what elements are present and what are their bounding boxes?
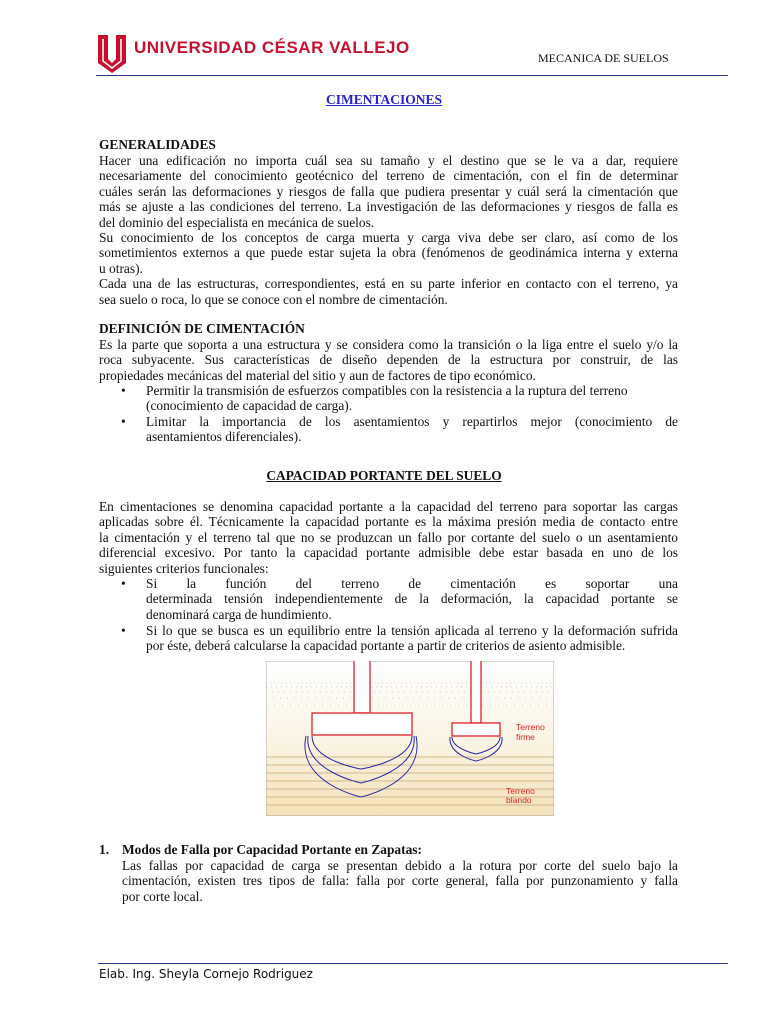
page-title: CIMENTACIONES <box>325 92 442 107</box>
footer-divider <box>98 963 728 964</box>
paragraph-line: del dominio del especialista en mecánica de suelos. <box>99 214 375 230</box>
bullet-marker: • <box>121 576 126 591</box>
bullet-line: Si la función del terreno de cimentación es soportar una <box>146 576 678 591</box>
paragraph-line: En cimentaciones se denomina capacidad portante a la capacidad del terreno para soportar las cargas <box>99 499 678 514</box>
generalidades-heading: GENERALIDADES <box>99 137 216 152</box>
bullet-item <box>146 414 678 445</box>
bullet-line: Si lo que se busca es un equilibrio entre la tensión aplicada al terreno y la deformación sufrida <box>146 623 678 638</box>
bullet-line: determinada tensión independientemente de la deformación, la capacidad portante se <box>146 591 678 607</box>
paragraph-line: u otras). <box>99 260 143 276</box>
paragraph-line: cuáles serán las deformaciones y riesgos de falla que pudiera presentar y cuál será la cimentación que <box>99 183 678 199</box>
paragraph-line: Su conocimiento de los conceptos de carga muerta y carga viva debe ser claro, así como de los <box>99 230 678 246</box>
header-divider <box>96 75 728 76</box>
paragraph-line: roca subyacente. Sus características de diseño dependen de la estructura por construir, de las <box>99 352 678 368</box>
modos-heading: Modos de Falla por Capacidad Portante en Zapatas: <box>122 842 422 857</box>
university-logo <box>96 33 128 75</box>
paragraph-line: más se ajuste a las condiciones del terreno. La investigación de las deformaciones y riesgos de falla es <box>99 199 678 215</box>
paragraph-line: por corte local. <box>122 888 203 904</box>
label-firm-soil: firme <box>516 732 535 742</box>
definicion-heading: DEFINICIÓN DE CIMENTACIÓN <box>99 321 305 336</box>
bullet-marker: • <box>121 623 126 638</box>
modos-number: 1. <box>99 842 110 857</box>
bullet-line: Limitar la importancia de los asentamientos y repartirlos mejor (conocimiento de <box>146 414 678 429</box>
bullet-line: por éste, deberá calcularse la capacidad portante a partir de criterios de asiento admisible. <box>146 638 626 654</box>
capacidad-heading: CAPACIDAD PORTANTE DEL SUELO <box>266 468 502 483</box>
bullet-item <box>146 383 678 414</box>
course-name: MECANICA DE SUELOS <box>538 51 669 65</box>
institution-name: UNIVERSIDAD CÉSAR VALLEJO <box>134 38 410 57</box>
paragraph-line: Hacer una edificación no importa cuál sea su tamaño y el destino que se le va a dar, requiere <box>99 153 678 168</box>
footer-author: Elab. Ing. Sheyla Cornejo Rodriguez <box>99 967 313 981</box>
paragraph-line: Es la parte que soporta a una estructura y se considera como la transición o la liga entre el suelo y/o la <box>99 337 678 352</box>
paragraph-line: sometimientos externos a que puede estar sujeta la obra (fenómenos de geodinámica interna y externa <box>99 245 678 261</box>
generalidades-body <box>99 153 678 307</box>
label-firm-soil: Terreno <box>516 722 545 732</box>
bullet-line: Permitir la transmisión de esfuerzos compatibles con la resistencia a la ruptura del terreno <box>146 383 628 398</box>
foundation-diagram <box>266 661 554 816</box>
paragraph-line: cimentación, existen tres tipos de falla: falla por corte general, falla por punzonamiento y falla <box>122 873 678 889</box>
bullet-item <box>146 623 678 654</box>
bullet-line: denominará carga de hundimiento. <box>146 606 332 622</box>
paragraph-line: Las fallas por capacidad de carga se presentan debido a la rotura por corte del suelo bajo la <box>122 858 678 873</box>
paragraph-line: propiedades mecánicas del material del sitio y aun de factores de tipo económico. <box>99 367 536 383</box>
bullet-line: asentamientos diferenciales). <box>146 429 302 445</box>
definicion-body <box>99 337 678 383</box>
capacidad-body <box>99 499 678 576</box>
paragraph-line: la cimentación y el terreno tal que no se produzcan un fallo por cortante del suelo o un asentamiento <box>99 529 678 545</box>
modos-body <box>122 858 678 904</box>
paragraph-line: aplicadas sobre él. Técnicamente la capacidad portante es la máxima presión media de contacto entre <box>99 514 678 530</box>
paragraph-line: sea suelo o roca, lo que se conoce con el nombre de cimentación. <box>99 291 448 307</box>
bullet-line: (conocimiento de capacidad de carga). <box>146 398 353 414</box>
bullet-marker: • <box>121 383 126 398</box>
label-soft-soil: blando <box>506 795 532 805</box>
paragraph-line: siguientes criterios funcionales: <box>99 560 269 576</box>
paragraph-line: necesariamente del conocimiento geotécnico del terreno de cimentación, con el fin de determinar <box>99 168 678 184</box>
label-soft-soil: Terreno <box>506 786 535 796</box>
paragraph-line: diferencial excesivo. Por tanto la capacidad portante admisible debe estar basada en uno de los <box>99 545 678 561</box>
paragraph-line: Cada una de las estructuras, correspondientes, está en su parte inferior en contacto con el terreno, ya <box>99 276 678 292</box>
bullet-item <box>146 576 678 622</box>
bullet-marker: • <box>121 414 126 429</box>
